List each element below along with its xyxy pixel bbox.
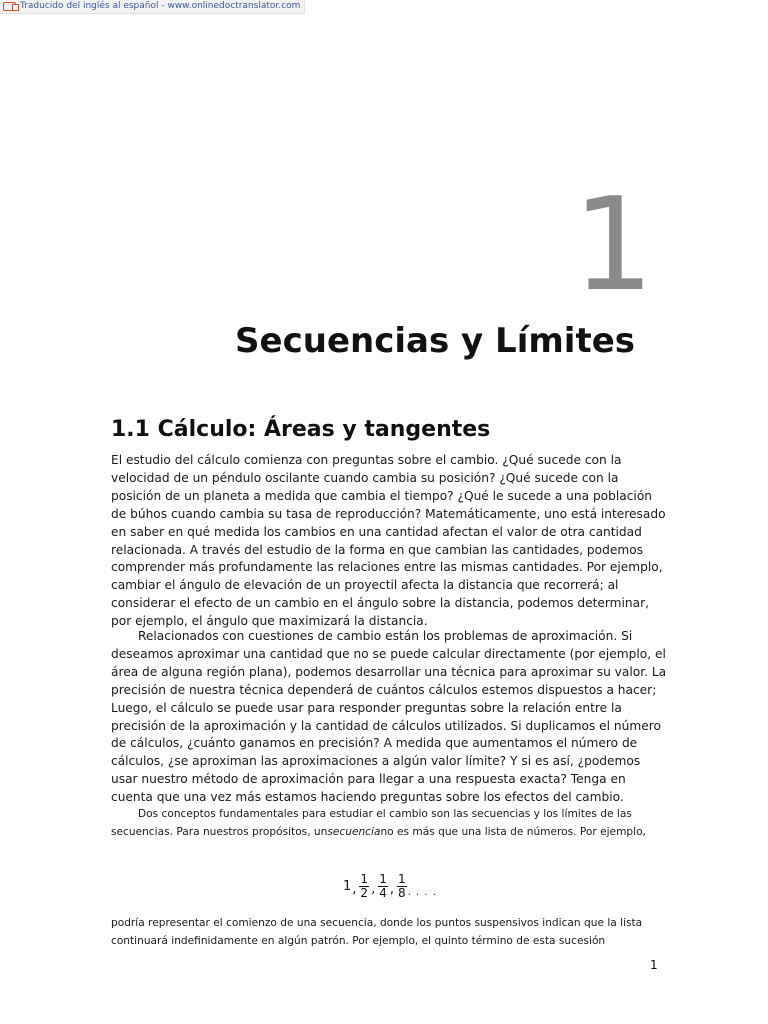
fraction-numerator: 1	[379, 871, 387, 886]
formula-comma: ,	[389, 881, 394, 897]
fraction-denominator: 2	[360, 885, 369, 900]
translator-banner[interactable]	[0, 0, 305, 14]
formula-fraction	[359, 873, 369, 900]
formula-comma: ,	[352, 881, 357, 897]
formula-comma: ,	[371, 881, 376, 897]
formula-first-term: 1	[343, 878, 352, 894]
paragraph-1: El estudio del cálculo comienza con preguntas sobre el cambio. ¿Qué sucede con la velocidad de un péndulo oscilante cuando cambia su posición? ¿Qué sucede con la posición de un planeta a medida que cambia el tiempo? ¿Qué le sucede a una población de búhos cuando cambia su tasa de reproducción? Matemáticamente, uno está interesado en saber en qué medida los cambios en una cantidad afectan el valor de otra cantidad relacionada. A través del estudio de la forma en que cambian las cantidades, podemos comprender más profundamente las relaciones entre las mismas cantidades. Por ejemplo, cambiar el ángulo de elevación de un proyectil afecta la distancia que recorrerá; al considerar el efecto de un cambio en el ángulo sobre la distancia, podemos determinar, por ejemplo, el ángulo que maximizará la distancia.	[111, 453, 666, 629]
formula-fraction	[397, 873, 407, 900]
fraction-numerator: 1	[397, 871, 406, 886]
paragraph-3	[111, 806, 667, 841]
formula-ellipsis: . . . .	[407, 886, 437, 898]
section-title: 1.1 Cálculo: Áreas y tangentes	[111, 417, 491, 442]
chapter-number: 1	[572, 171, 654, 320]
paragraph-3-after: no es más que una lista de números. Por ejemplo,	[380, 825, 646, 838]
chapter-title: Secuencias y Límites	[235, 321, 635, 361]
translator-logo-icon	[3, 2, 16, 11]
term-secuencia: secuencia	[327, 825, 381, 838]
paragraph-2: Relacionados con cuestiones de cambio están los problemas de aproximación. Si deseamos aproximar una cantidad que no se puede calcular directamente (por ejemplo, el área de alguna región plana), podemos desarrollar una técnica para aproximar su valor. La precisión de nuestra técnica dependerá de cuántos cálculos estemos dispuestos a hacer; Luego, el cálculo se puede usar para responder preguntas sobre la relación entre la precisión de la aproximación y la cantidad de cálculos utilizados. Si duplicamos el número de cálculos, ¿cuánto ganamos en precisión? A medida que aumentamos el número de cálculos, ¿se aproximan las aproximaciones a algún valor límite? Y si es así, ¿podemos usar nuestro método de aproximación para llegar a una respuesta exacta? Tenga en cuenta que una vez más estamos haciendo preguntas sobre los efectos del cambio.	[111, 629, 667, 805]
fraction-numerator: 1	[360, 871, 369, 886]
fraction-denominator: 8	[397, 885, 406, 900]
sequence-formula	[343, 869, 437, 903]
translator-banner-text[interactable]: Traducido del inglés al español - www.onlinedoctranslator.com	[20, 1, 301, 11]
paragraph-4: podría representar el comienzo de una secuencia, donde los puntos suspensivos indican que la lista continuará indefinidamente en algún patrón. Por ejemplo, el quinto término de esta sucesión	[111, 917, 643, 947]
page-number: 1	[650, 958, 658, 972]
formula-fraction	[378, 873, 388, 900]
fraction-denominator: 4	[379, 885, 387, 900]
paragraph-3-before: Dos conceptos fundamentales para estudiar el cambio son las secuencias y los límites de las secuencias. Para nuestros propósitos, un	[111, 808, 632, 838]
